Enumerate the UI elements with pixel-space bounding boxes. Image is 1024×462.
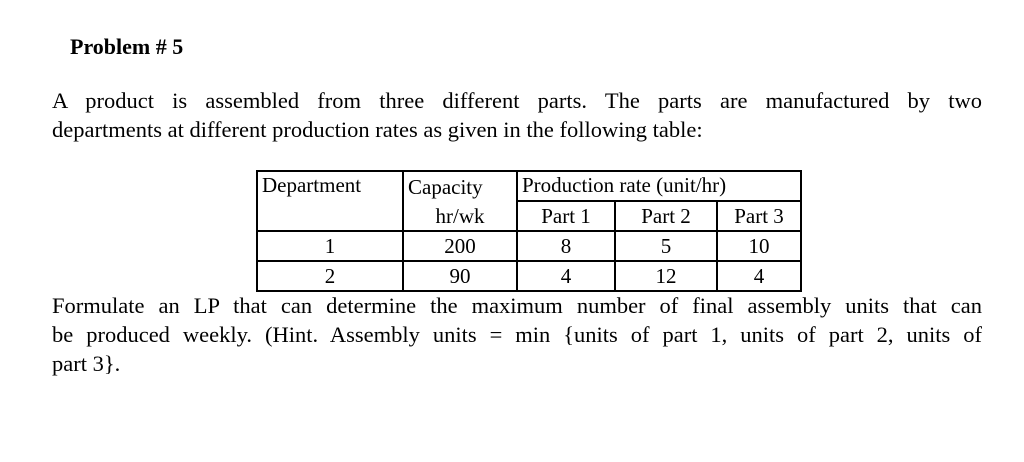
task-line-2: be produced weekly. (Hint. Assembly units = min {units of part 1, units of part 2, units of xyxy=(52,322,982,347)
header-part-2: Part 2 xyxy=(615,201,717,231)
task-line-3: part 3}. xyxy=(52,351,121,376)
table-header-row xyxy=(257,171,801,201)
cell-department: 1 xyxy=(257,231,403,261)
header-capacity: Capacity xyxy=(403,171,517,201)
cell-part-2: 5 xyxy=(615,231,717,261)
table-row xyxy=(257,231,801,261)
cell-capacity: 200 xyxy=(403,231,517,261)
header-capacity-unit: hr/wk xyxy=(403,201,517,231)
header-part-1: Part 1 xyxy=(517,201,615,231)
cell-part-1: 4 xyxy=(517,261,615,291)
cell-capacity: 90 xyxy=(403,261,517,291)
task-line-1: Formulate an LP that can determine the maximum number of final assembly units that can xyxy=(52,293,982,318)
problem-title: Problem # 5 xyxy=(70,34,184,59)
table-subheader-row xyxy=(257,201,801,231)
intro-line-2: departments at different production rates as given in the following table: xyxy=(52,117,703,142)
cell-part-3: 4 xyxy=(717,261,801,291)
cell-department: 2 xyxy=(257,261,403,291)
table-row xyxy=(257,261,801,291)
header-department: Department xyxy=(257,171,403,201)
header-production-rate: Production rate (unit/hr) xyxy=(517,171,801,201)
problem-intro-paragraph xyxy=(52,86,982,144)
cell-part-3: 10 xyxy=(717,231,801,261)
production-rate-table xyxy=(256,170,802,292)
header-department-blank xyxy=(257,201,403,231)
header-part-3: Part 3 xyxy=(717,201,801,231)
problem-task-paragraph xyxy=(52,291,982,378)
cell-part-2: 12 xyxy=(615,261,717,291)
intro-line-1: A product is assembled from three different parts. The parts are manufactured by two xyxy=(52,88,982,113)
cell-part-1: 8 xyxy=(517,231,615,261)
